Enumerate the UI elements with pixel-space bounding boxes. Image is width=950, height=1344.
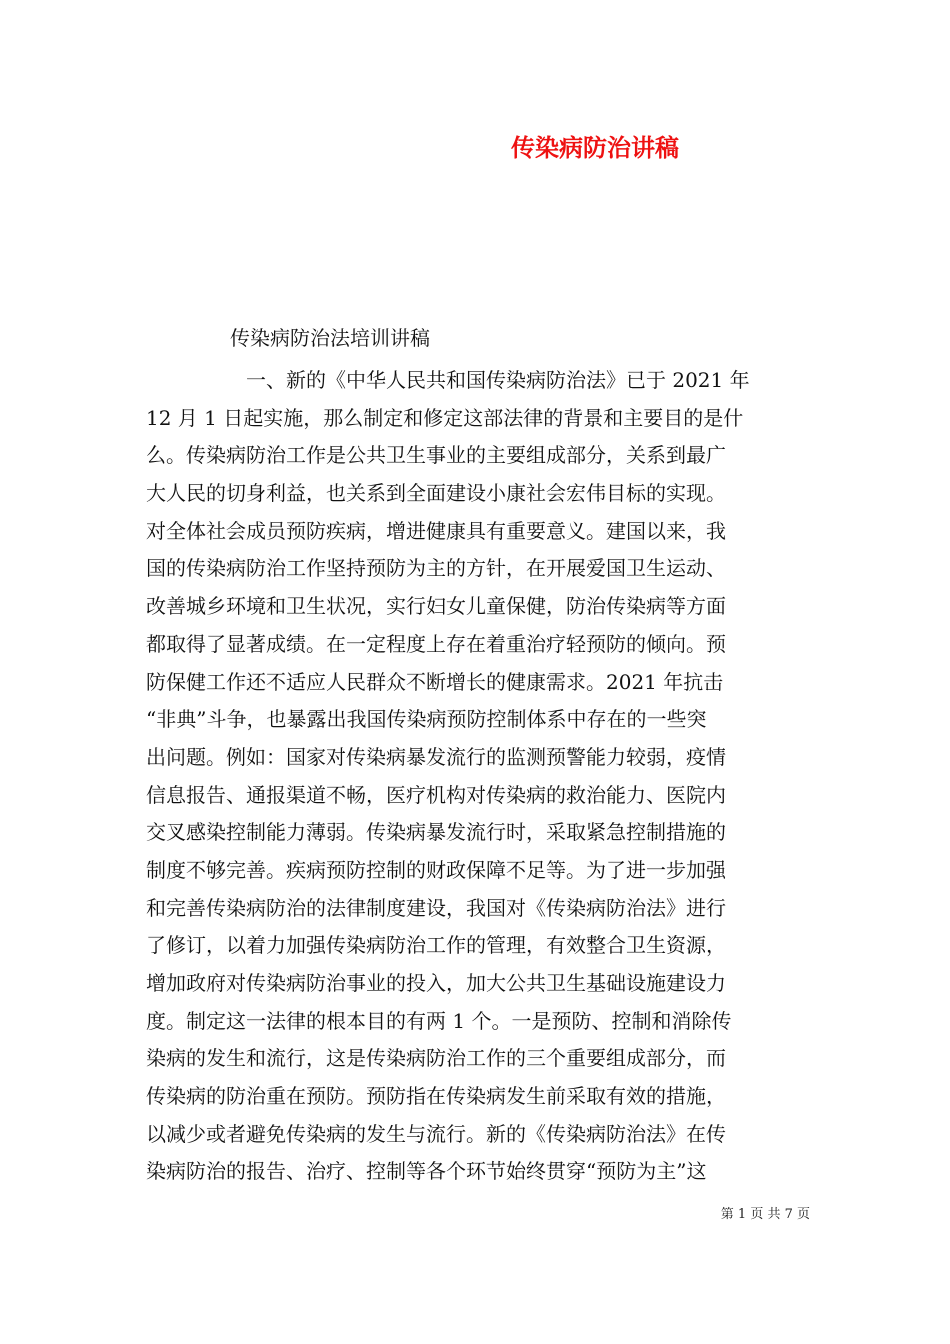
body-line: 12 月 1 日起实施，那么制定和修定这部法律的背景和主要目的是什: [146, 405, 744, 430]
body-line: 增加政府对传染病防治事业的投入，加大公共卫生基础设施建设力: [146, 971, 726, 995]
body-line: 染病的发生和流行，这是传染病防治工作的三个重要组成部分，而: [146, 1046, 726, 1071]
body-line: 染病防治的报告、治疗、控制等各个环节始终贯穿“预防为主”这: [146, 1159, 707, 1184]
body-line: 改善城乡环境和卫生状况，实行妇女儿童保健，防治传染病等方面: [146, 594, 726, 619]
document-subtitle: 传染病防治法培训讲稿: [230, 326, 430, 350]
body-line: 传染病的防治重在预防。预防指在传染病发生前采取有效的措施，: [146, 1084, 726, 1109]
body-line: 度。制定这一法律的根本目的有两 1 个。一是预防、控制和消除传: [146, 1008, 732, 1033]
body-line: 大人民的切身利益，也关系到全面建设小康社会宏伟目标的实现。: [146, 481, 726, 506]
body-line: 防保健工作还不适应人民群众不断增长的健康需求。2021 年抗击: [146, 669, 724, 694]
body-line: 都取得了显著成绩。在一定程度上存在着重治疗轻预防的倾向。预: [146, 631, 726, 656]
page-number-footer: 第 1 页 共 7 页: [720, 1207, 810, 1222]
body-line: 一、新的《中华人民共和国传染病防治法》已于 2021 年: [246, 368, 750, 392]
body-line: 么。传染病防治工作是公共卫生事业的主要组成部分，关系到最广: [146, 443, 726, 468]
body-line: 制度不够完善。疾病预防控制的财政保障不足等。为了进一步加强: [146, 857, 726, 882]
body-line: 国的传染病防治工作坚持预防为主的方针，在开展爱国卫生运动、: [146, 556, 726, 581]
body-line: 信息报告、通报渠道不畅，医疗机构对传染病的救治能力、医院内: [146, 782, 726, 807]
document-title: 传染病防治讲稿: [511, 134, 679, 162]
body-line: 以减少或者避免传染病的发生与流行。新的《传染病防治法》在传: [146, 1121, 726, 1146]
body-line: 交叉感染控制能力薄弱。传染病暴发流行时，采取紧急控制措施的: [146, 820, 726, 845]
body-line: 了修订，以着力加强传染病防治工作的管理，有效整合卫生资源，: [146, 933, 726, 958]
body-line: 出问题。例如：国家对传染病暴发流行的监测预警能力较弱，疫情: [146, 744, 726, 769]
body-paragraph: [146, 362, 806, 1191]
body-line: 和完善传染病防治的法律制度建设，我国对《传染病防治法》进行: [146, 895, 726, 920]
body-line: “非典”斗争，也暴露出我国传染病预防控制体系中存在的一些突: [146, 707, 707, 732]
body-line: 对全体社会成员预防疾病，增进健康具有重要意义。建国以来，我: [146, 518, 726, 543]
